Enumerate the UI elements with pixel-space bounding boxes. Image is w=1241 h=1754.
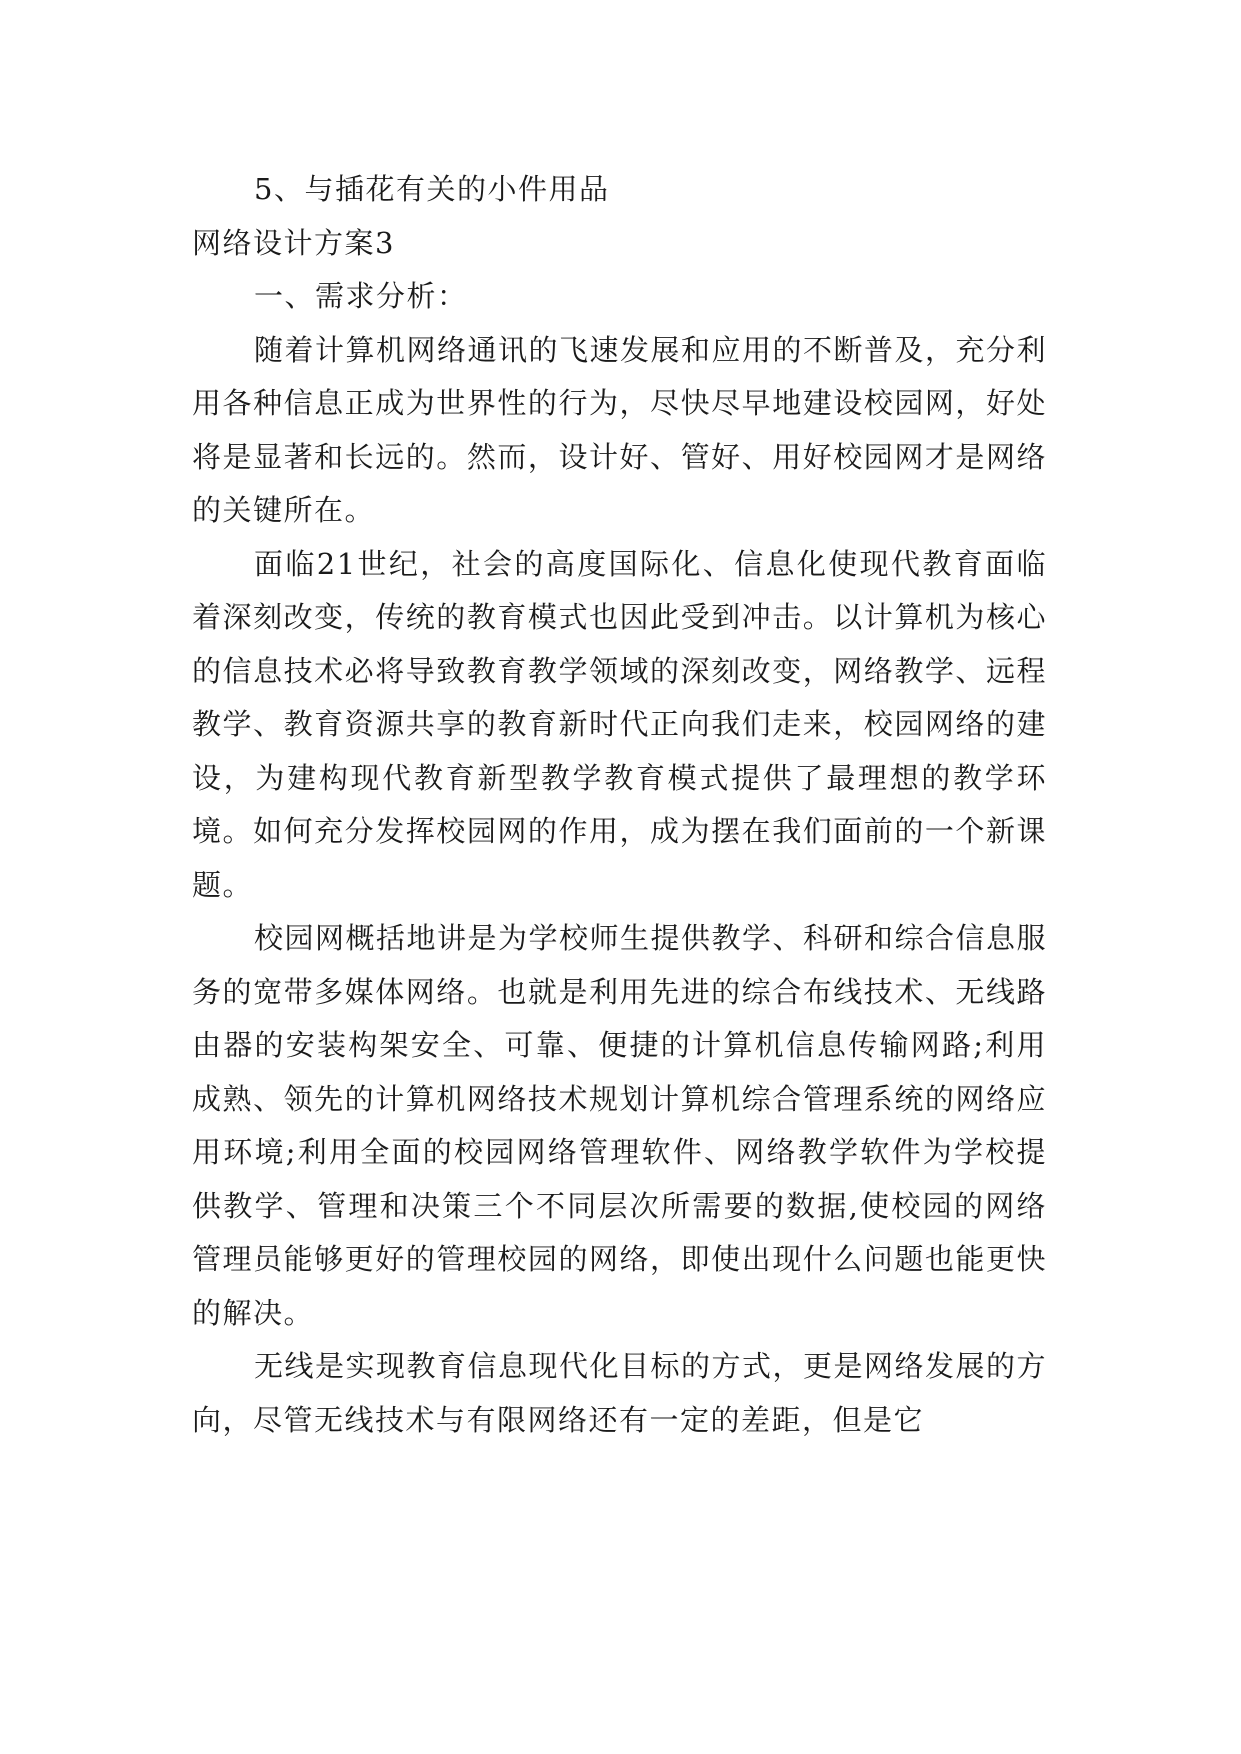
body-paragraph: 随着计算机网络通讯的飞速发展和应用的不断普及，充分利用各种信息正成为世界性的行为，尽快尽早地建设校园网，好处将是显著和长远的。然而，设计好、管好、用好校园网才是网络的关键所在。: [192, 332, 1048, 527]
section-title: 网络设计方案3: [192, 225, 395, 260]
document-body: [192, 163, 1047, 1447]
subsection-heading: 一、需求分析：: [254, 279, 468, 313]
body-paragraph: 无线是实现教育信息现代化目标的方式，更是网络发展的方向，尽管无线技术与有限网络还有一定的差距，但是它: [192, 1349, 1048, 1437]
body-paragraph: 校园网概括地讲是为学校师生提供教学、科研和综合信息服务的宽带多媒体网络。也就是利用先进的综合布线技术、无线路由器的安装构架安全、可靠、便捷的计算机信息传输网路;利用成熟、领先的计算机网络技术规划计算机综合管理系统的网络应用环境;利用全面的校园网络管理软件、网络教学软件为学校提供教学、管理和决策三个不同层次所需要的数据,使校园的网络管理员能够更好的管理校园的网络，即使出现什么问题也能更快的解决。: [192, 921, 1048, 1330]
list-item-5: 5、与插花有关的小件用品: [254, 172, 610, 206]
body-paragraph: 面临21世纪，社会的高度国际化、信息化使现代教育面临着深刻改变，传统的教育模式也因此受到冲击。以计算机为核心的信息技术必将导致教育教学领域的深刻改变，网络教学、远程教学、教育资源共享的教育新时代正向我们走来，校园网络的建设，为建构现代教育新型教学教育模式提供了最理想的教学环境。如何充分发挥校园网的作用，成为摆在我们面前的一个新课题。: [192, 546, 1047, 902]
